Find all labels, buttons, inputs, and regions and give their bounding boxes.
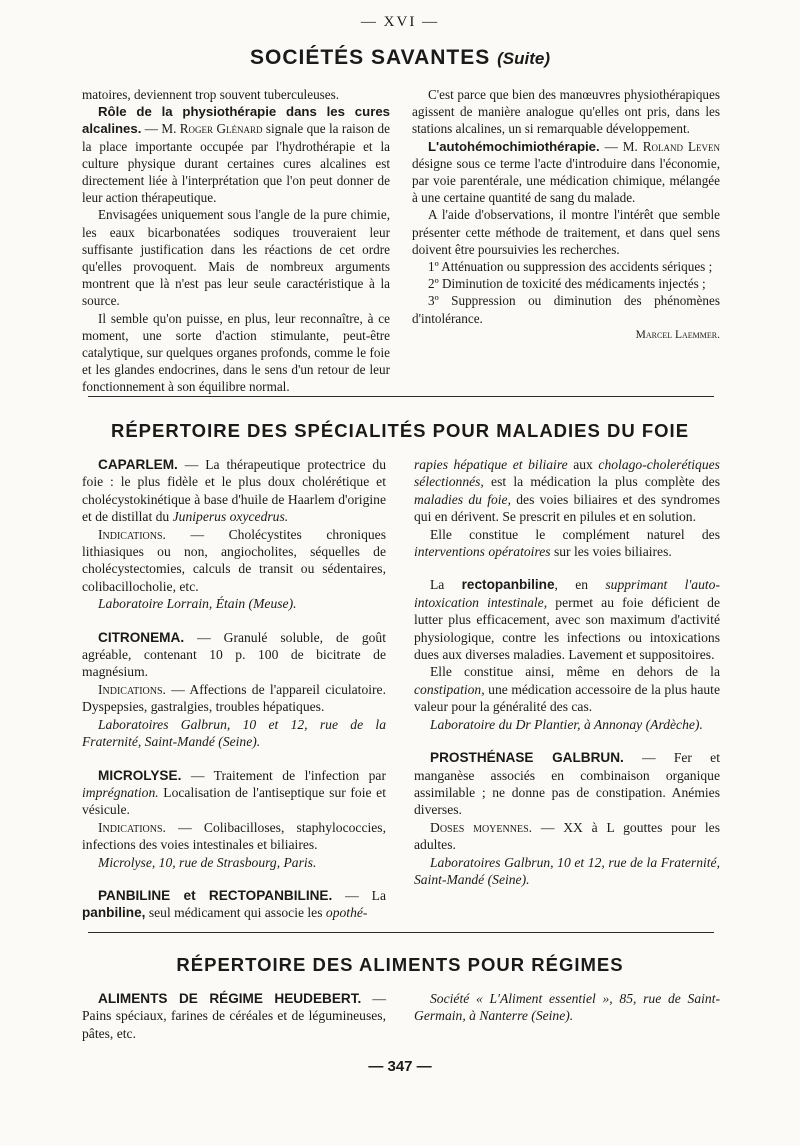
divider-2 — [88, 932, 714, 933]
rectopanbiline-entry — [414, 576, 720, 663]
spacer — [414, 560, 720, 576]
glenard-name: Roger Glénard — [179, 121, 263, 137]
panbiline-opothe: opothé- — [325, 905, 368, 921]
recto-p2-end: une médication accessoire de la plus haute valeur pour la généralité des cas. — [414, 681, 720, 715]
panbiline-dash: — La — [332, 887, 387, 903]
recto-en: , en — [554, 577, 606, 593]
divider-1 — [88, 396, 714, 397]
microlyse-name: MICROLYSE. — [98, 767, 182, 783]
caparlem-entry — [82, 456, 386, 526]
panb-cont-text2: des voies biliaires et des syndromes qui en dérivent. Se prescrit en pilules et en solution. — [414, 491, 721, 525]
rectopanbiline-lab: Laboratoire du Dr Plantier, à Annonay (Ardèche). — [430, 716, 703, 732]
citronema-entry — [82, 629, 386, 681]
section-title-aliments: RÉPERTOIRE DES ALIMENTS POUR RÉGIMES — [176, 954, 624, 975]
societes-left-p1 — [82, 103, 390, 206]
page-number: — 347 — — [368, 1058, 432, 1075]
leven-name: Roland Leven — [642, 138, 721, 154]
microlyse-entry — [82, 767, 386, 819]
list-item-1: 1º Atténuation ou suppression des accidents sériques ; — [428, 259, 713, 275]
panb-cont-it1: rapies hépatique et biliaire — [414, 457, 568, 472]
microlyse-ind-text: — Colibacilloses, staphylococcies, infections des voies intestinales et biliaires. — [82, 819, 386, 853]
caparlem-ind-label: Indications. — [98, 526, 166, 542]
microlyse-indications — [82, 819, 386, 854]
societes-right-column — [412, 86, 720, 344]
glenard-heading: Rôle de la physiothérapie dans les cures alcalines. — [82, 104, 390, 137]
microlyse-text1: — Traitement de l'infection par — [181, 767, 386, 783]
citronema-name: CITRONEMA. — [98, 629, 185, 645]
panb-cont-text: est la médication la plus complète des — [483, 474, 720, 490]
spacer — [82, 871, 386, 887]
microlyse-lab: Microlyse, 10, rue de Strasbourg, Paris. — [98, 854, 317, 870]
page-roman-number: — XVI — — [360, 14, 440, 30]
microlyse-text2: Localisation de l'antiseptique sur foie et vésicule. — [82, 784, 386, 818]
aliments-left-column — [82, 990, 386, 1042]
spacer — [82, 613, 386, 629]
caparlem-name: CAPARLEM. — [98, 457, 178, 472]
glenard-body: signale que la raison de la place importante occupée par l'hydrothérapie et la culture physique durant certaines cures alcalines est directement liée à l'interprétation que l'on peut donner de leur action thérapeutique. — [82, 121, 390, 206]
societes-left-p3: Il semble qu'on puisse, en plus, leur reconnaître, à ce moment, une sorte d'action stimulante, peut-être catalytique, sur quelques organes profonds, comme le foie et les glandes endocrines, dans le sens d'un retour de leur fonctionnement à son équilibre normal. — [82, 310, 390, 395]
prosthenase-text: — Fer et manganèse associés en combinaison organique assimilable ; ne donne pas de constipation. Anémies diverses. — [414, 750, 720, 818]
leven-body: désigne sous ce terme l'acte d'introduire dans l'économie, par voie parentérale, une médication chimique, mélangée à une certaine quantité de sang du malade. — [412, 155, 720, 206]
caparlem-lab: Laboratoire Lorrain, Étain (Meuse). — [98, 596, 297, 612]
panb-p2-text: Elle constitue le complément naturel des — [430, 526, 720, 542]
recto-la: La — [430, 577, 462, 593]
section-title-text: SOCIÉTÉS SAVANTES — [250, 46, 491, 69]
panbiline-continued — [414, 456, 720, 526]
list-item-2: 2º Diminution de toxicité des médicaments injectés ; — [428, 276, 706, 292]
heudebert-text: — Pains spéciaux, farines de céréales et de légumineuses, pâtes, etc. — [82, 991, 386, 1041]
citronema-indications — [82, 681, 386, 716]
list-item-3: 3º Suppression ou diminution des phénomènes d'intolérance. — [412, 293, 720, 326]
section-title-foie: RÉPERTOIRE DES SPÉCIALITÉS POUR MALADIES DU FOIE — [110, 420, 690, 441]
citronema-ind-label: Indications. — [98, 681, 166, 697]
citronema-ind-text: — Affections de l'appareil ciculatoire. Dyspepsies, gastralgies, troubles hépatiques. — [82, 681, 386, 715]
aliment-essentiel-address: Société « L'Aliment essentiel », 85, rue de Saint-Germain, à Nanterre (Seine). — [414, 991, 720, 1024]
panbiline-entry — [82, 887, 386, 922]
section-title-societes — [0, 46, 800, 70]
prosthenase-doses-text: — XX à L gouttes pour les adultes. — [414, 819, 720, 853]
caparlem-text: — La thérapeutique protectrice du foie : le plus fidèle et le plus doux cholérétique et cholécystokinétique à base d'huile de Haarlem d'origine et de distillat du — [82, 457, 386, 525]
caparlem-indications — [82, 526, 386, 596]
societes-left-p0: matoires, deviennent trop souvent tuberculeuses. — [82, 87, 340, 102]
section-title-suite: (Suite) — [497, 49, 550, 68]
panb-p2-end: sur les voies biliaires. — [550, 544, 672, 560]
caparlem-juniperus: Juniperus oxycedrus. — [172, 509, 289, 525]
leven-heading: L'autohémochimiothérapie. — [428, 138, 600, 154]
microlyse-ind-label: Indications. — [98, 819, 166, 835]
spacer — [414, 733, 720, 749]
prosthenase-doses-label: Doses moyennes. — [430, 819, 533, 835]
recto-text: permet au foie déficient de lutter plus efficacement, avec son maximum d'activité physiologique, contre les infections ou intoxications dues aux diverses maladies. Lavement et suppositoires. — [414, 594, 720, 663]
prosthenase-name: PROSTHÉNASE GALBRUN. — [430, 750, 624, 766]
spacer — [82, 751, 386, 767]
panbiline-name: PANBILINE et RECTOPANBILINE. — [98, 887, 333, 903]
recto-it: supprimant l'auto-intoxication intestinale, — [414, 577, 720, 610]
heudebert-name: ALIMENTS DE RÉGIME HEUDEBERT. — [98, 991, 362, 1006]
panb-cont-it2: cholago-cholerétiques sélectionnés, — [414, 457, 720, 490]
recto-p2-text: Elle constitue ainsi, même en dehors de la — [430, 664, 720, 680]
leven-dash: — M. — [599, 138, 643, 154]
caparlem-ind-text: — Cholécystites chroniques lithiasiques ou non, angiocholites, séquelles de cholécystectomies, calculs de transit ou sédentaires, colibacillocholie, etc. — [82, 526, 386, 594]
panbiline-text: seul médicament qui associe les — [145, 905, 326, 921]
aliments-right-column — [414, 990, 720, 1025]
panbiline-p2 — [414, 526, 720, 561]
citronema-text: — Granulé soluble, de goût agréable, contenant 10 p. 100 de bicitrate de magnésium. — [82, 629, 386, 680]
panbiline-word: panbiline, — [82, 905, 146, 921]
societes-right-p2: A l'aide d'observations, il montre l'intérêt que semble présenter cette méthode de traitement, et dans quel sens doivent être poursuivies les recherches. — [412, 207, 720, 257]
glenard-dash: — M. — [141, 121, 180, 137]
microlyse-impregnation: imprégnation. — [82, 784, 159, 800]
societes-right-p1 — [412, 138, 720, 207]
foie-right-column — [414, 456, 720, 888]
prosthenase-doses — [414, 819, 720, 854]
foie-left-column — [82, 456, 386, 922]
societes-right-p0: C'est parce que bien des manœuvres physiothérapiques agissent de manière analogue qu'elles ont pris, dans les stations alcalines, un si remarquable développement. — [412, 87, 720, 137]
societes-left-p2: Envisagées uniquement sous l'angle de la pure chimie, les eaux bicarbonatées sodiques trouveraient leur suffisante justification dans les réactions de cet ordre qu'elles provoquent. Mais de nombreux arguments montrent que là n'est pas leur seule caractéristique à la source. — [82, 207, 390, 309]
recto-p2-it: constipation, — [414, 681, 485, 697]
citronema-lab: Laboratoires Galbrun, 10 et 12, rue de la Fraternité, Saint-Mandé (Seine). — [82, 716, 386, 750]
heudebert-entry — [82, 990, 386, 1042]
societes-left-column — [82, 86, 390, 396]
prosthenase-entry — [414, 749, 720, 819]
signature: Marcel Laemmer. — [635, 328, 720, 341]
panb-cont-it3: maladies du foie, — [414, 491, 511, 507]
rectopanbiline-p2 — [414, 663, 720, 715]
panb-cont-aux: aux — [567, 457, 599, 472]
panb-p2-it: interventions opératoires — [414, 544, 551, 560]
prosthenase-lab: Laboratoires Galbrun, 10 et 12, rue de la Fraternité, Saint-Mandé (Seine). — [414, 854, 720, 887]
recto-name: rectopanbiline — [461, 577, 555, 593]
